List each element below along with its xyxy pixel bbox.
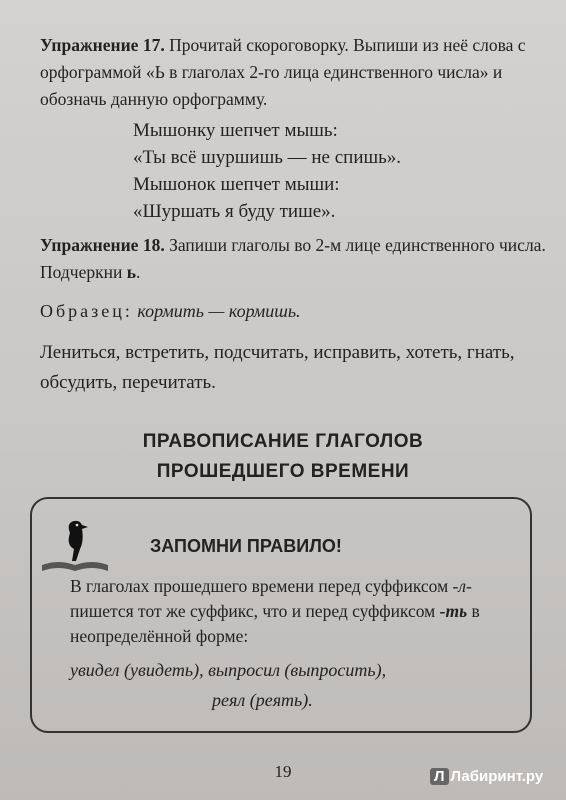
rule-suffix-t: -ть — [439, 601, 468, 621]
rule-title: ЗАПОМНИ ПРАВИЛО! — [150, 536, 342, 556]
exercise-17-text: Прочитай скороговорку. Выпиши из неё слова с орфограммой — [40, 35, 526, 82]
rule-text-part: в неопределённой форме: — [70, 601, 480, 646]
exercise-18 — [40, 232, 546, 286]
exercise-18-text: Запиши глаголы во 2-м лице единственного числа. Подчеркни — [40, 235, 546, 282]
heading-line-1: ПРАВОПИСАНИЕ ГЛАГОЛОВ — [142, 431, 424, 452]
exercise-18-end: . — [135, 262, 141, 282]
rule-example-2: реял (реять). — [212, 690, 313, 710]
rule-example-1: увидел (увидеть), выпросил (выпросить), — [70, 660, 387, 680]
rule-suffix-l: -л- — [452, 576, 472, 596]
verb-list: Лениться, встретить, подсчитать, исправить, хотеть, гнать, обсудить, перечитать. — [40, 342, 515, 393]
poem-line: «Ты всё шуршишь — не спишь». — [133, 147, 402, 168]
exercise-17 — [40, 32, 546, 113]
tongue-twister — [133, 117, 401, 225]
poem-line: «Шуршать я буду тише». — [133, 201, 336, 222]
page-number: 19 — [274, 762, 292, 781]
exercise-17-label: Упражнение 17. — [40, 35, 165, 55]
heading-line-2: ПРОШЕДШЕГО ВРЕМЕНИ — [156, 461, 410, 482]
rule-text-part: В глаголах прошедшего времени перед суффиксом — [70, 576, 453, 596]
section-heading — [0, 427, 566, 487]
crow-on-book-icon — [40, 515, 110, 575]
poem-line: Мышонку шепчет мышь: — [133, 120, 338, 141]
exercise-17-text-end: и обозначь данную орфограмму. — [40, 62, 503, 109]
rule-text-part: пишется тот же суффикс, что и перед суффиксом — [70, 601, 440, 621]
sample-line — [40, 301, 301, 322]
watermark-logo — [430, 768, 543, 785]
sample-value: кормить — кормишь. — [137, 301, 301, 321]
exercise-18-label: Упражнение 18. — [40, 235, 165, 255]
poem-line: Мышонок шепчет мыши: — [133, 174, 340, 195]
sample-label: Образец: — [40, 301, 133, 321]
watermark-text: Лабиринт.ру — [450, 768, 544, 785]
rule-text — [70, 574, 531, 649]
exercise-17-rule: «Ь в глаголах 2-го лица единственного числа» — [145, 62, 489, 82]
watermark-badge-icon: Л — [430, 768, 449, 785]
exercise-18-letter: ь — [126, 262, 136, 282]
